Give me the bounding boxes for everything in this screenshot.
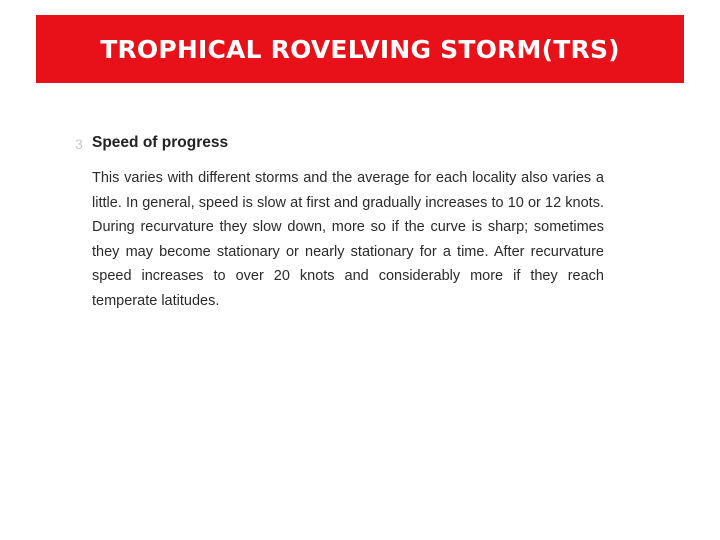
excerpt-marker: 3 xyxy=(75,136,83,152)
text-excerpt-image xyxy=(75,134,612,313)
slide-title: TROPHICAL ROVELVING STORM(TRS) xyxy=(100,34,620,64)
excerpt-heading: Speed of progress xyxy=(92,134,229,151)
title-banner xyxy=(36,15,684,83)
excerpt-body: This varies with different storms and the average for each locality also varies a little. In general, speed is slow at first and gradually increases to 10 or 12 knots. During recurvature they slow down, more so if the curve is sharp; sometimes they may become stationary or nearly stationary for a time. After recurvature speed increases to over 20 knots and considerably more if they reach temperate latitudes. xyxy=(92,170,604,309)
